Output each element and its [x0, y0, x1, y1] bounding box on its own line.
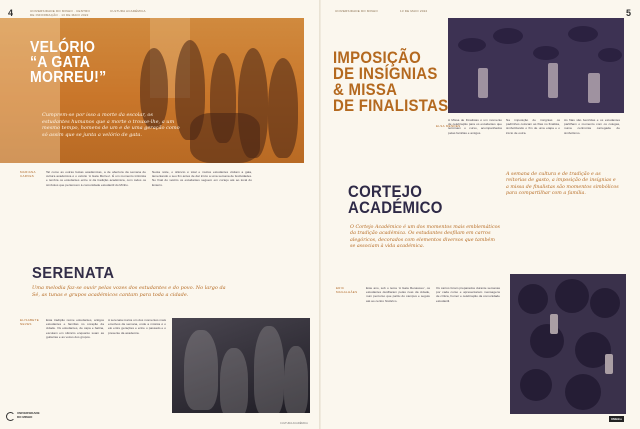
cortejo-title-line-2: ACADÉMICO	[348, 198, 443, 217]
university-logo-icon	[6, 412, 15, 421]
velorio-body-left: Tal como as outras festas académicas, a de abertura da semana de cultura académica é o velório ‘A Gata Morreu’. É um momento intimista e lembra os estudantes entre si da tradição académica, com todos os símbolos que pertencem à comunidade estudantil do Minho.	[46, 170, 146, 187]
imposicao-photo	[448, 18, 624, 113]
imposicao-title	[333, 50, 456, 114]
imposicao-body-2: Na imposição de insígnias os padrinhos colocam as fitas no finalista, simbolizando o fim de uma etapa e o início de outra.	[506, 118, 560, 135]
velorio-quote: Cumprem-se por isso a morte da escolar, os estudantes humanos que a morte o trouxe-lhe, a um mesmo tempo, homens de um e de uma geração como só assim que se junta a velório de gata.	[42, 112, 180, 138]
imposicao-title-line-4: DE FINALISTAS	[333, 96, 449, 115]
velorio-body-right: Nesta noite, o silêncio é total e muitos estudantes visitam a gata, lamentando o seu fim antes de dar início a uma semana de festividades. No final do velório os estudantes seguem em cortejo até ao local do Enterro.	[152, 170, 252, 187]
uminho-badge: UMinho	[611, 417, 622, 421]
serenata-photo	[172, 318, 310, 413]
cortejo-title-line-1: CORTEJO	[348, 182, 423, 201]
running-head-right-2: 13 DE MAIO 2022	[400, 9, 428, 13]
footer-left: CULTURA ACADÉMICA	[280, 422, 308, 425]
page-number-left: 4	[8, 8, 14, 18]
imposicao-caption: ELSA MENDES	[436, 124, 461, 128]
serenata-title: SERENATA	[32, 265, 115, 282]
velorio-caption: MARIANA CARVES	[20, 170, 36, 178]
page-gutter	[319, 0, 321, 429]
logo-line-1: UNIVERSIDADE	[17, 411, 40, 415]
page-number-right: 5	[626, 8, 632, 18]
velorio-title	[30, 40, 162, 85]
cortejo-title	[348, 184, 454, 216]
cortejo-body-1: Este ano, sob o tema ‘A Gata Renasceu’, os estudantes desfilaram pelas ruas da cidade, num percurso que partiu do campus e seguiu até ao centro histórico.	[366, 286, 430, 303]
logo-line-2: DO MINHO	[17, 414, 33, 419]
imposicao-quote: A semana de cultura e de tradição e as reitorias de gasto, a imposição de insígnias e a missa de finalistas são momentos simbólicos para compartilhar com a família.	[506, 172, 619, 196]
cortejo-lead: O Cortejo Académico é um dos momentos mais emblemáticos da tradição académica. Os estudantes desfilam em carros alegóricos, decorados com elementos diversos que também se associam à vida académica.	[350, 225, 500, 249]
velorio-title-line-2: “A GATA MORREU!”	[30, 54, 107, 86]
velorio-title-line-1: VELÓRIO	[30, 39, 96, 56]
imposicao-body-3: As fitas são benzidas e os estudantes partilham o momento com os colegas, numa cerimónia carregada de simbolismo.	[564, 118, 620, 135]
imposicao-body-1: A Missa de Finalistas é um momento de celebração para os estudantes que terminam o curso, acompanhados pelas famílias e amigos.	[448, 118, 502, 135]
cortejo-caption: ERIC MAGALHÃES	[336, 286, 358, 294]
cortejo-body-2: Os carros foram preparados durante semanas por cada curso e apresentaram mensagens de crítica, humor e celebração da comunidade estudantil.	[436, 286, 500, 303]
serenata-caption: ELISABETE NEVES	[20, 318, 40, 326]
serenata-body-1: Esta tradição reúne estudantes, antigos estudantes e famílias no coração da cidade. Os estudantes, de capa e batina, escutam em silêncio enquanto soam as guitarras e as vozes dos grupos.	[46, 318, 104, 339]
cortejo-photo	[510, 274, 626, 414]
university-logo-text	[17, 412, 40, 419]
serenata-lead: Uma melodia faz-se ouvir pelas vozes dos estudantes e do povo. No largo da Sé, as tunas e grupos académicos cantam para toda a cidade.	[32, 285, 226, 298]
running-head-right: UNIVERSIDADE DO MINHO	[335, 9, 378, 13]
serenata-body-2: A serenata marca um dos momentos mais emotivos da semana, onde a música é o elo entre gerações e entre o passado e o presente da academia.	[108, 318, 166, 335]
imposicao-title-line-1: IMPOSIÇÃO	[333, 48, 421, 67]
running-head-left-2: CULTURA ACADÉMICA	[110, 9, 146, 13]
running-head-left: UNIVERSIDADE DO MINHO · CENTRO DE INFORMAÇÃO · 13 DE MAIO 2022	[30, 9, 91, 17]
imposicao-title-line-3: & MISSA	[333, 80, 398, 99]
imposicao-title-line-2: DE INSÍGNIAS	[333, 64, 438, 83]
